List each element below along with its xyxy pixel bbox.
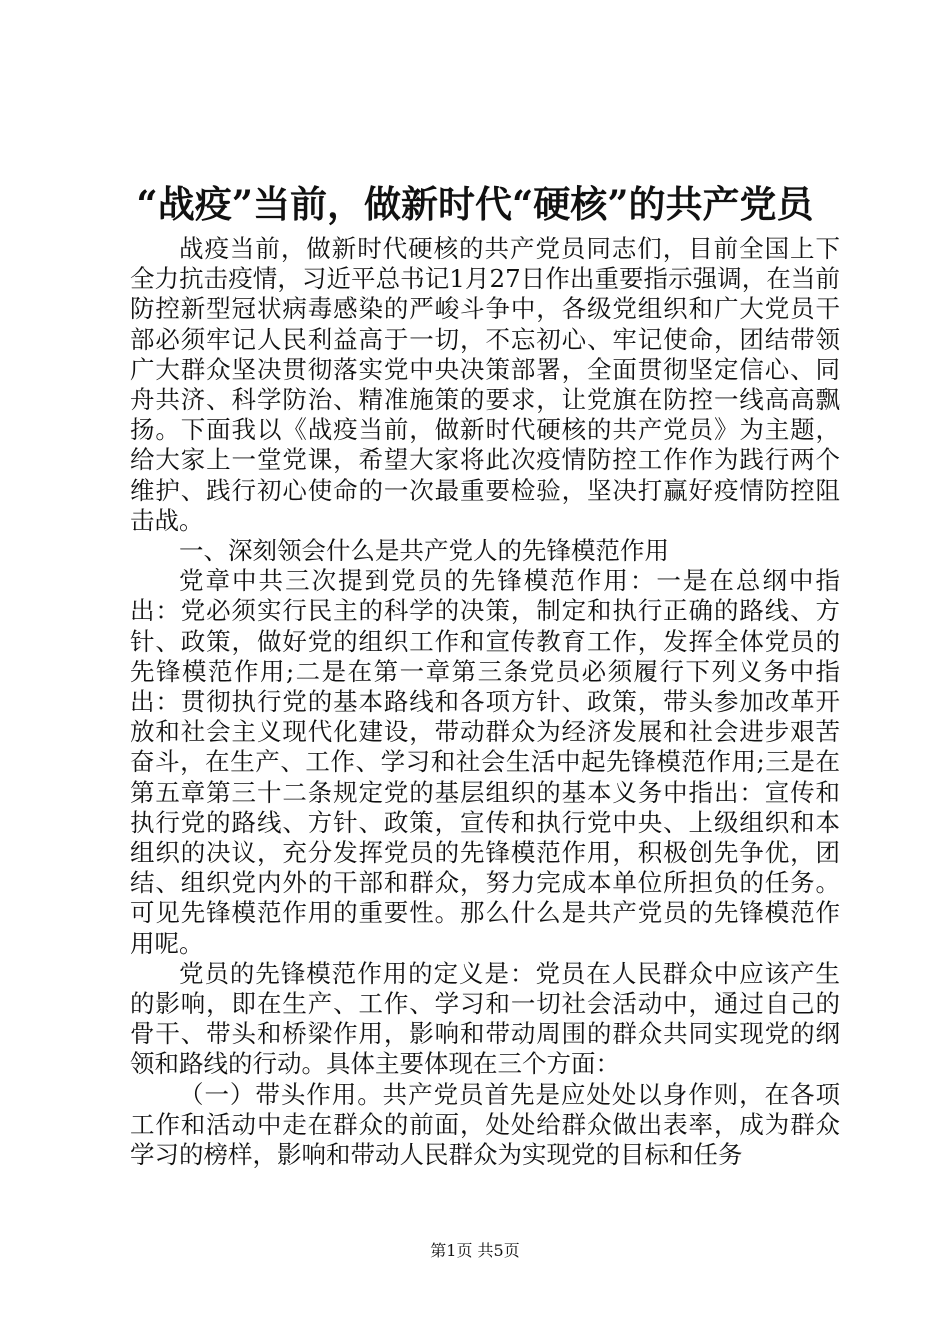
document-body	[130, 234, 840, 1170]
paragraph-intro: 战疫当前，做新时代硬核的共产党员同志们，目前全国上下全力抗击疫情，习近平总书记1月27日作出重要指示强调，在当前防控新型冠状病毒感染的严峻斗争中，各级党组织和广大党员干部必须牢记人民利益高于一切，不忘初心、牢记使命，团结带领广大群众坚决贯彻落实党中央决策部署，全面贯彻坚定信心、同舟共济、科学防治、精准施策的要求，让党旗在防控一线高高飘扬。下面我以《战疫当前，做新时代硬核的共产党员》为主题，给大家上一堂党课，希望大家将此次疫情防控工作作为践行两个维护、践行初心使命的一次最重要检验，坚决打赢好疫情防控阻击战。	[130, 234, 840, 535]
page-footer: 第1页 共5页	[430, 1241, 520, 1260]
paragraph-party-constitution: 党章中共三次提到党员的先锋模范作用：一是在总纲中指出：党必须实行民主的科学的决策，制定和执行正确的路线、方针、政策，做好党的组织工作和宣传教育工作，发挥全体党员的先锋模范作用;二是在第一章第三条党员必须履行下列义务中指出：贯彻执行党的基本路线和各项方针、政策，带头参加改革开放和社会主义现代化建设，带动群众为经济发展和社会进步艰苦奋斗，在生产、工作、学习和社会生活中起先锋模范作用;三是在第五章第三十二条规定党的基层组织的基本义务中指出：宣传和执行党的路线、方针、政策，宣传和执行党中央、上级组织和本组织的决议，充分发挥党员的先锋模范作用，积极创先争优，团结、组织党内外的干部和群众，努力完成本单位所担负的任务。可见先锋模范作用的重要性。那么什么是共产党员的先锋模范作用呢。	[130, 566, 840, 958]
paragraph-leading-role: （一）带头作用。共产党员首先是应处处以身作则，在各项工作和活动中走在群众的前面，处处给群众做出表率，成为群众学习的榜样，影响和带动人民群众为实现党的目标和任务	[130, 1079, 840, 1170]
paragraph-definition: 党员的先锋模范作用的定义是：党员在人民群众中应该产生的影响，即在生产、工作、学习和一切社会活动中，通过自己的骨干、带头和桥梁作用，影响和带动周围的群众共同实现党的纲领和路线的行动。具体主要体现在三个方面：	[130, 958, 840, 1079]
section-heading-1: 一、深刻领会什么是共产党人的先锋模范作用	[179, 536, 669, 566]
document-title: “战疫”当前，做新时代“硬核”的共产党员	[136, 182, 814, 226]
